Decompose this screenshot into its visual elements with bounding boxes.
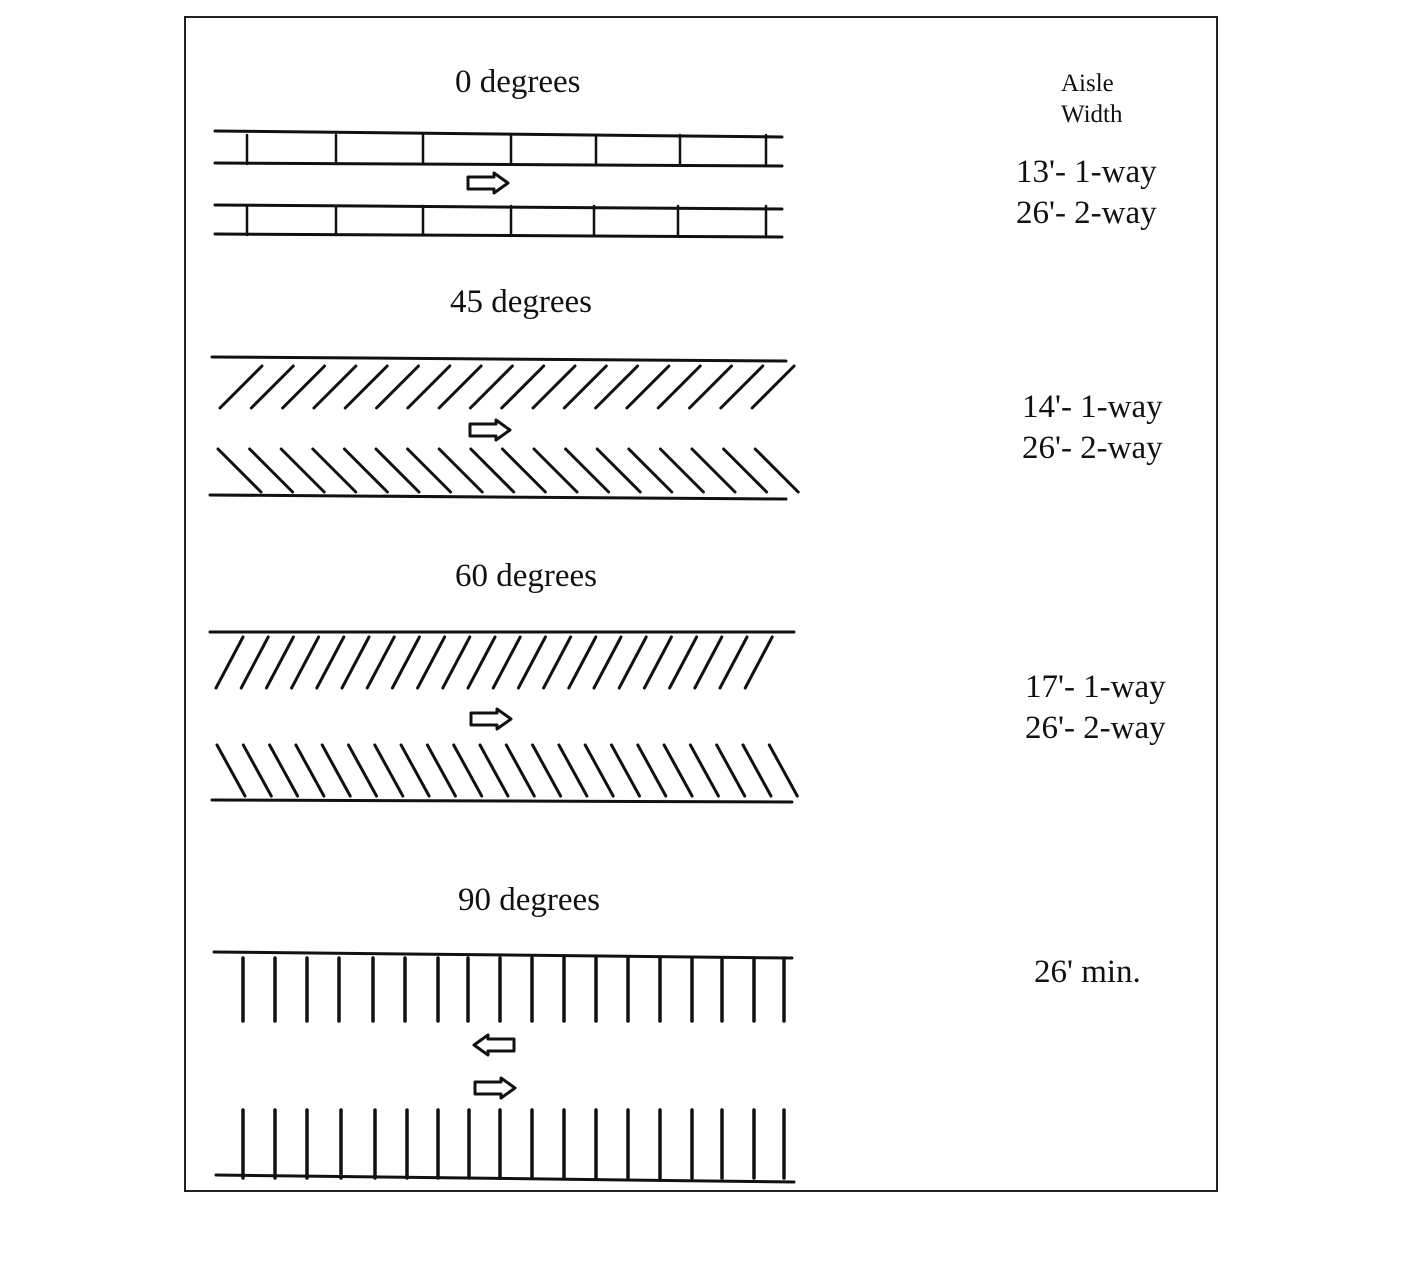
stall-stripe-top-60: [241, 637, 268, 688]
stall-stripe-bottom-60: [349, 745, 377, 796]
stall-line-bottom-0: [215, 205, 782, 209]
aisle-width-90-min: 26' min.: [1034, 954, 1141, 990]
stall-stripe-top-60: [367, 637, 394, 688]
aisle-width-60-one-way: 17'- 1-way: [1025, 669, 1166, 705]
angle-label-45: 45 degrees: [450, 284, 593, 320]
arrow-icon: [471, 709, 511, 729]
stall-stripe-bottom-60: [375, 745, 403, 796]
curb-line-bottom-45: [210, 495, 786, 499]
stall-stripe-bottom-60: [243, 745, 271, 796]
stall-line-top-0: [215, 163, 782, 166]
angle-label-60: 60 degrees: [455, 558, 598, 594]
stall-stripe-bottom-60: [270, 745, 298, 796]
angle-label-90: 90 degrees: [458, 882, 601, 918]
stall-stripe-bottom-60: [401, 745, 429, 796]
curb-line-bottom-60: [212, 800, 792, 802]
curb-line-top-45: [212, 357, 786, 361]
curb-line-top-0: [215, 131, 782, 137]
arrow-icon: [468, 173, 508, 193]
aisle-width-0-two-way: 26'- 2-way: [1016, 195, 1157, 231]
stall-stripe-top-60: [392, 637, 419, 688]
stall-stripe-bottom-60: [717, 745, 745, 796]
curb-line-top-90: [214, 952, 792, 958]
stall-stripe-bottom-60: [506, 745, 534, 796]
curb-line-bottom-90: [216, 1175, 794, 1182]
curb-line-bottom-0: [215, 234, 782, 237]
arrow-icon: [475, 1078, 515, 1098]
stall-stripe-top-60: [544, 637, 571, 688]
stall-stripe-bottom-60: [559, 745, 587, 796]
stall-stripe-top-60: [569, 637, 596, 688]
stall-stripe-top-60: [342, 637, 369, 688]
stall-stripe-top-60: [695, 637, 722, 688]
stall-stripe-bottom-60: [743, 745, 771, 796]
stall-stripe-top-60: [216, 637, 243, 688]
stall-stripe-top-60: [720, 637, 747, 688]
arrow-icon: [470, 420, 510, 440]
aisle-width-45-two-way: 26'- 2-way: [1022, 430, 1163, 466]
stall-stripe-top-60: [493, 637, 520, 688]
stall-stripe-bottom-60: [296, 745, 324, 796]
stall-stripe-top-60: [594, 637, 621, 688]
aisle-width-45-one-way: 14'- 1-way: [1022, 389, 1163, 425]
stall-stripe-top-60: [518, 637, 545, 688]
stall-stripe-top-60: [745, 637, 772, 688]
header-line-1: Aisle: [1061, 70, 1114, 97]
stall-stripe-bottom-60: [585, 745, 613, 796]
stall-stripe-top-60: [443, 637, 470, 688]
stall-stripe-top-60: [644, 637, 671, 688]
stall-stripe-top-60: [619, 637, 646, 688]
stall-stripe-top-60: [266, 637, 293, 688]
stall-stripe-bottom-60: [664, 745, 692, 796]
stall-stripe-bottom-60: [427, 745, 455, 796]
stall-stripe-bottom-60: [769, 745, 797, 796]
header-line-2: Width: [1061, 101, 1123, 128]
stall-stripe-bottom-60: [690, 745, 718, 796]
stall-stripe-top-60: [670, 637, 697, 688]
stall-stripe-bottom-60: [533, 745, 561, 796]
aisle-width-0-one-way: 13'- 1-way: [1016, 154, 1157, 190]
stall-stripe-bottom-60: [638, 745, 666, 796]
stall-stripe-top-60: [317, 637, 344, 688]
aisle-width-60-two-way: 26'- 2-way: [1025, 710, 1166, 746]
arrow-icon: [474, 1035, 514, 1055]
stall-stripe-bottom-60: [480, 745, 508, 796]
angle-label-0: 0 degrees: [455, 64, 581, 100]
stall-stripe-top-60: [468, 637, 495, 688]
stall-stripe-bottom-60: [612, 745, 640, 796]
stall-stripe-bottom-60: [322, 745, 350, 796]
stall-stripe-top-60: [418, 637, 445, 688]
stall-stripe-bottom-60: [217, 745, 245, 796]
stall-stripe-bottom-60: [454, 745, 482, 796]
stall-stripe-top-60: [292, 637, 319, 688]
